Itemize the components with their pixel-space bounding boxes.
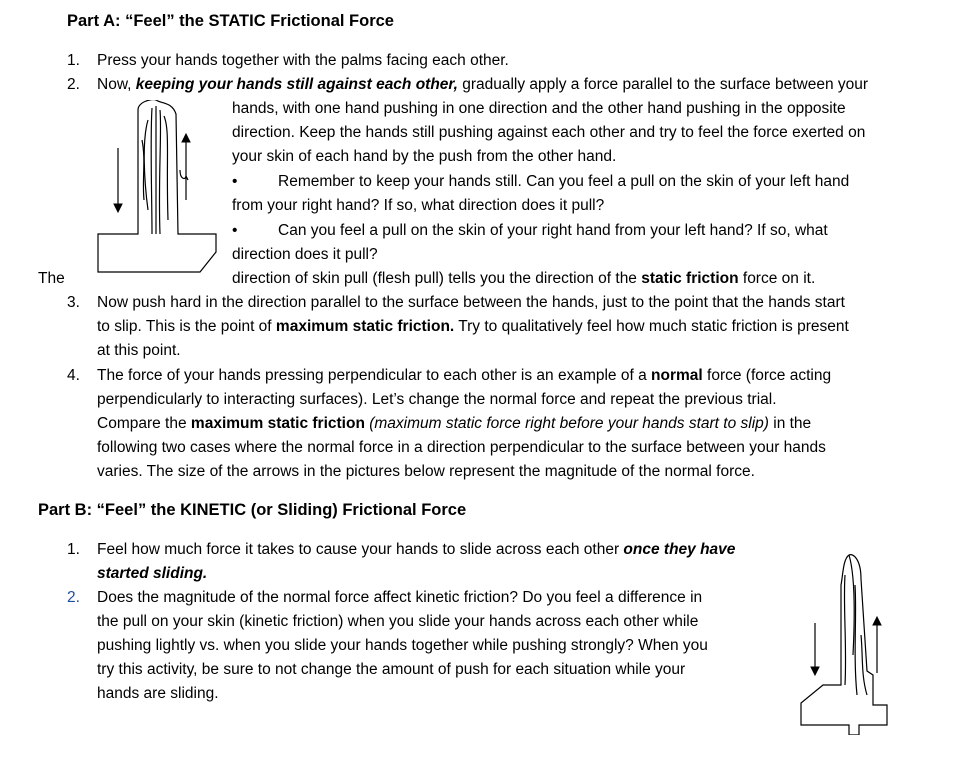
item-text-line	[232, 269, 815, 289]
item-number: 2.	[67, 76, 80, 93]
item-text: Press your hands together with the palms facing each other.	[97, 52, 509, 69]
emphasis: once they have	[623, 541, 736, 558]
item-text-line: pushing lightly vs. when you slide your hands together while pushing strongly? When you	[97, 637, 708, 654]
item-text-line	[97, 317, 849, 337]
item-text-line: at this point.	[97, 342, 181, 359]
emphasis: keeping your hands still against each other,	[135, 76, 458, 93]
hands-sliding-icon	[797, 545, 891, 735]
bullet-dot: •	[232, 222, 238, 239]
hands-illustration-icon	[92, 100, 220, 276]
item-text-line	[97, 414, 811, 434]
bullet-text: Remember to keep your hands still. Can you feel a pull on the skin of your left hand	[278, 173, 850, 190]
item-number: 4.	[67, 367, 80, 384]
bullet-text: direction does it pull?	[232, 246, 378, 263]
item-number: 1.	[67, 52, 80, 69]
text-run: direction of skin pull (flesh pull) tells you the direction of the	[232, 270, 642, 287]
item-number: 2.	[67, 589, 80, 606]
emphasis: started sliding.	[97, 565, 208, 582]
part-a-heading: Part A: “Feel” the STATIC Frictional Force	[67, 12, 394, 30]
text-run: Compare the	[97, 415, 191, 432]
text-run: in the	[768, 415, 812, 432]
bullet-dot: •	[232, 173, 238, 190]
item-text-line: your skin of each hand by the push from the other hand.	[232, 148, 617, 165]
item-text-line: Now push hard in the direction parallel to the surface between the hands, just to the point that the hands start	[97, 294, 845, 311]
text-run: Feel how much force it takes to cause your hands to slide across each other	[97, 541, 624, 558]
text-run: gradually apply a force parallel to the surface between your	[457, 76, 869, 93]
text-run: to slip. This is the point of	[97, 318, 276, 335]
item-text-line	[97, 564, 207, 584]
the-word: The	[38, 270, 65, 287]
bold-term: static friction	[641, 270, 739, 287]
item-text-line: direction. Keep the hands still pushing against each other and try to feel the force exerted on	[232, 124, 866, 141]
item-text-line: Does the magnitude of the normal force affect kinetic friction? Do you feel a difference in	[97, 589, 703, 606]
item-text-line: try this activity, be sure to not change the amount of push for each situation while your	[97, 661, 686, 678]
bold-term: maximum static friction	[190, 415, 365, 432]
italic-text: (maximum static force right before your hands start to slip)	[364, 415, 769, 432]
text-run: Try to qualitatively feel how much static friction is present	[454, 318, 849, 335]
item-number: 3.	[67, 294, 80, 311]
bold-term: normal	[651, 367, 703, 384]
bold-term: maximum static friction.	[275, 318, 455, 335]
item-text-line: varies. The size of the arrows in the pictures below represent the magnitude of the normal force.	[97, 463, 755, 480]
text-run: The force of your hands pressing perpendicular to each other is an example of a	[97, 367, 652, 384]
item-text-line: the pull on your skin (kinetic friction) when you slide your hands across each other while	[97, 613, 699, 630]
text-run: force (force acting	[702, 367, 832, 384]
item-text-line	[97, 540, 735, 560]
bullet-text: Can you feel a pull on the skin of your right hand from your left hand? If so, what	[278, 222, 828, 239]
item-text-line: following two cases where the normal force in a direction perpendicular to the surface between your hands	[97, 439, 826, 456]
item-text-line: hands, with one hand pushing in one direction and the other hand pushing in the opposite	[232, 100, 846, 117]
bullet-text: from your right hand? If so, what direction does it pull?	[232, 197, 605, 214]
text-run: Now,	[97, 76, 136, 93]
item-text-line: perpendicularly to interacting surfaces). Let’s change the normal force and repeat the previous trial.	[97, 391, 777, 408]
text-run: force on it.	[738, 270, 816, 287]
item-number: 1.	[67, 541, 80, 558]
item-text-line: hands are sliding.	[97, 685, 219, 702]
part-b-heading: Part B: “Feel” the KINETIC (or Sliding) Frictional Force	[38, 501, 467, 519]
item-text	[97, 75, 868, 95]
item-text-line	[97, 366, 831, 386]
